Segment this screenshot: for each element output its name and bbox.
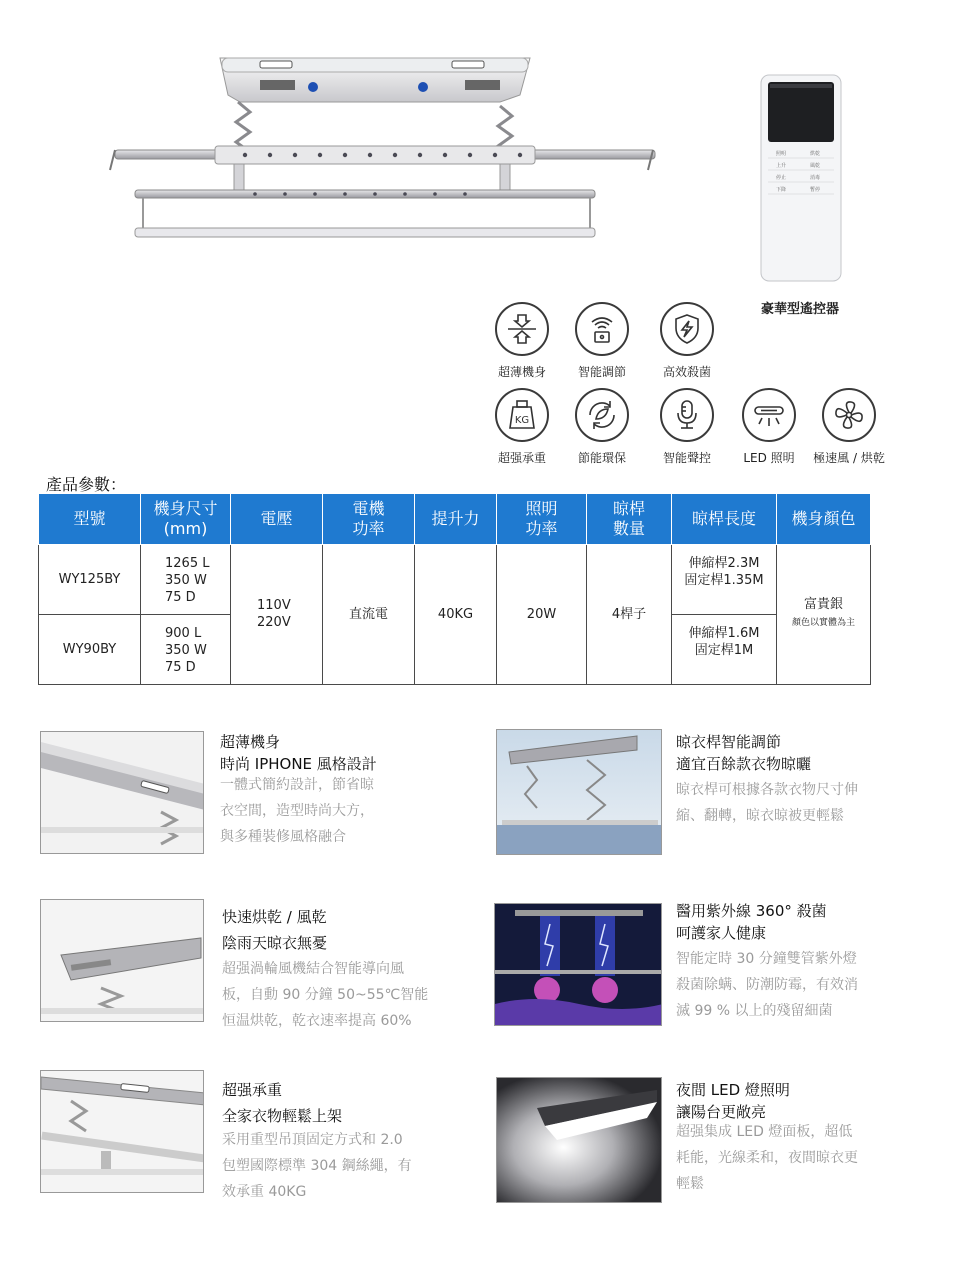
cell-model: WY125BY bbox=[39, 545, 141, 615]
remote-btn-8: 暫停 bbox=[810, 187, 821, 193]
block-2-title-line2: 適宜百餘款衣物晾曬 bbox=[676, 755, 812, 773]
remote-btn-4: 風乾 bbox=[810, 163, 821, 169]
header-color: 機身顏色 bbox=[777, 494, 871, 545]
cell-length: 伸縮桿2.3M 固定桿1.35M bbox=[672, 545, 777, 615]
fan-icon bbox=[822, 388, 876, 442]
spec-table bbox=[38, 493, 871, 685]
desc-line: 板，自動 90 分鐘 50~55℃智能 bbox=[222, 987, 429, 1003]
block-4-desc bbox=[676, 946, 858, 1024]
feature-fan bbox=[794, 388, 904, 466]
cell-model: WY90BY bbox=[39, 615, 141, 685]
header-motor: 電機 功率 bbox=[323, 494, 415, 545]
cell-lift: 40KG bbox=[415, 545, 497, 685]
header-length: 晾桿長度 bbox=[672, 494, 777, 545]
desc-line: 智能定時 30 分鐘雙管紫外燈 bbox=[676, 951, 857, 967]
photo-smart-adjust bbox=[496, 729, 662, 855]
cell-color bbox=[777, 545, 871, 685]
remote-btn-5: 停止 bbox=[776, 175, 787, 181]
block-4-title-line2: 呵護家人健康 bbox=[676, 924, 767, 942]
microphone-icon bbox=[660, 388, 714, 442]
desc-line: 縮、翻轉，晾衣晾被更輕鬆 bbox=[676, 808, 844, 824]
header-light: 照明 功率 bbox=[497, 494, 587, 545]
remote-btn-2: 烘乾 bbox=[810, 151, 821, 157]
desc-line: 超强集成 LED 燈面板，超低 bbox=[676, 1124, 853, 1140]
feature-label: 智能調節 bbox=[577, 365, 626, 379]
block-5-title-line2: 全家衣物輕鬆上架 bbox=[222, 1107, 343, 1125]
desc-line: 恒温烘乾，乾衣速率提高 60% bbox=[222, 1013, 412, 1029]
block-4-title-line1: 醫用紫外線 360° 殺菌 bbox=[676, 902, 827, 920]
remote-btn-1: 照明 bbox=[776, 151, 787, 157]
block-4-title bbox=[676, 900, 827, 944]
photo-ultra-thin bbox=[40, 731, 204, 854]
block-1-title bbox=[220, 731, 377, 775]
block-2-title-line1: 晾衣桿智能調節 bbox=[676, 733, 782, 751]
block-1-desc bbox=[220, 772, 374, 850]
smart-adjust-icon bbox=[575, 302, 629, 356]
feature-sterilize bbox=[632, 302, 742, 380]
block-5-title-line1: 超强承重 bbox=[222, 1081, 283, 1099]
photo-heavy-load bbox=[40, 1070, 204, 1193]
ultra-thin-icon bbox=[495, 302, 549, 356]
block-6-desc bbox=[676, 1119, 858, 1197]
eco-recycle-icon bbox=[575, 388, 629, 442]
desc-line: 與多種裝修風格融合 bbox=[220, 829, 346, 845]
remote-control-image bbox=[760, 74, 842, 282]
block-6-title bbox=[676, 1079, 790, 1123]
cell-size: 900 L 350 W 75 D bbox=[141, 615, 231, 685]
cell-voltage: 110V 220V bbox=[231, 545, 323, 685]
feature-label: 節能環保 bbox=[577, 451, 626, 465]
header-voltage: 電壓 bbox=[231, 494, 323, 545]
block-2-desc bbox=[676, 777, 858, 829]
desc-line: 效承重 40KG bbox=[222, 1184, 307, 1200]
feature-label: 超强承重 bbox=[497, 451, 546, 465]
block-3-desc bbox=[222, 956, 428, 1034]
block-5-desc bbox=[222, 1127, 412, 1205]
header-size: 機身尺寸 (mm) bbox=[141, 494, 231, 545]
weight-kg-icon bbox=[495, 388, 549, 442]
feature-label: LED 照明 bbox=[743, 451, 795, 465]
desc-line: 衣空間，造型時尚大方， bbox=[220, 803, 374, 819]
photo-uv-sterilize bbox=[494, 903, 662, 1026]
weight-badge: KG bbox=[514, 415, 530, 426]
desc-line: 輕鬆 bbox=[676, 1176, 704, 1192]
color-note: 顏色以實體為主 bbox=[791, 618, 855, 628]
block-6-title-line2: 讓陽台更敞亮 bbox=[676, 1103, 767, 1121]
cell-rods: 4桿子 bbox=[587, 545, 672, 685]
color-value: 富貴銀 bbox=[803, 597, 843, 612]
photo-fast-dry bbox=[40, 899, 204, 1022]
block-1-title-line1: 超薄機身 bbox=[220, 733, 281, 751]
header-model: 型號 bbox=[39, 494, 141, 545]
params-title: 產品參數： bbox=[46, 475, 127, 494]
header-rods: 晾桿 數量 bbox=[587, 494, 672, 545]
desc-line: 一體式簡約設計，節省晾 bbox=[220, 777, 374, 793]
cell-size: 1265 L 350 W 75 D bbox=[141, 545, 231, 615]
desc-line: 采用重型吊頂固定方式和 2.0 bbox=[222, 1132, 403, 1148]
feature-label: 智能聲控 bbox=[662, 451, 711, 465]
led-light-icon bbox=[742, 388, 796, 442]
photo-led-light bbox=[496, 1077, 662, 1203]
block-1-title-line2: 時尚 IPHONE 風格設計 bbox=[220, 755, 377, 773]
block-5-title bbox=[222, 1079, 342, 1127]
feature-label: 高效殺菌 bbox=[662, 365, 711, 379]
block-3-title-line2: 陰雨天晾衣無憂 bbox=[222, 934, 328, 952]
remote-btn-6: 消毒 bbox=[810, 175, 821, 181]
desc-line: 殺菌除螨、防潮防霉，有效消 bbox=[676, 977, 858, 993]
cell-length: 伸縮桿1.6M 固定桿1M bbox=[672, 615, 777, 685]
sterilize-shield-icon bbox=[660, 302, 714, 356]
desc-line: 包塑國際標準 304 鋼絲繩，有 bbox=[222, 1158, 412, 1174]
remote-caption: 豪華型遙控器 bbox=[760, 302, 839, 317]
block-2-title bbox=[676, 731, 811, 775]
feature-label: 極速風 / 烘乾 bbox=[813, 451, 885, 465]
cell-motor: 直流電 bbox=[323, 545, 415, 685]
remote-btn-3: 上升 bbox=[776, 163, 787, 169]
desc-line: 超强渦輪風機結合智能導向風 bbox=[222, 961, 404, 977]
block-3-title-line1: 快速烘乾 / 風乾 bbox=[222, 908, 327, 926]
header-lift: 提升力 bbox=[415, 494, 497, 545]
desc-line: 晾衣桿可根據各款衣物尺寸伸 bbox=[676, 782, 858, 798]
desc-line: 耗能，光線柔和，夜間晾衣更 bbox=[676, 1150, 858, 1166]
block-3-title bbox=[222, 906, 327, 954]
remote-btn-7: 下降 bbox=[776, 187, 787, 193]
feature-label: 超薄機身 bbox=[497, 365, 546, 379]
product-hero-image bbox=[100, 40, 680, 270]
cell-light: 20W bbox=[497, 545, 587, 685]
desc-line: 滅 99 % 以上的殘留細菌 bbox=[676, 1003, 833, 1019]
block-6-title-line1: 夜間 LED 燈照明 bbox=[676, 1081, 790, 1099]
